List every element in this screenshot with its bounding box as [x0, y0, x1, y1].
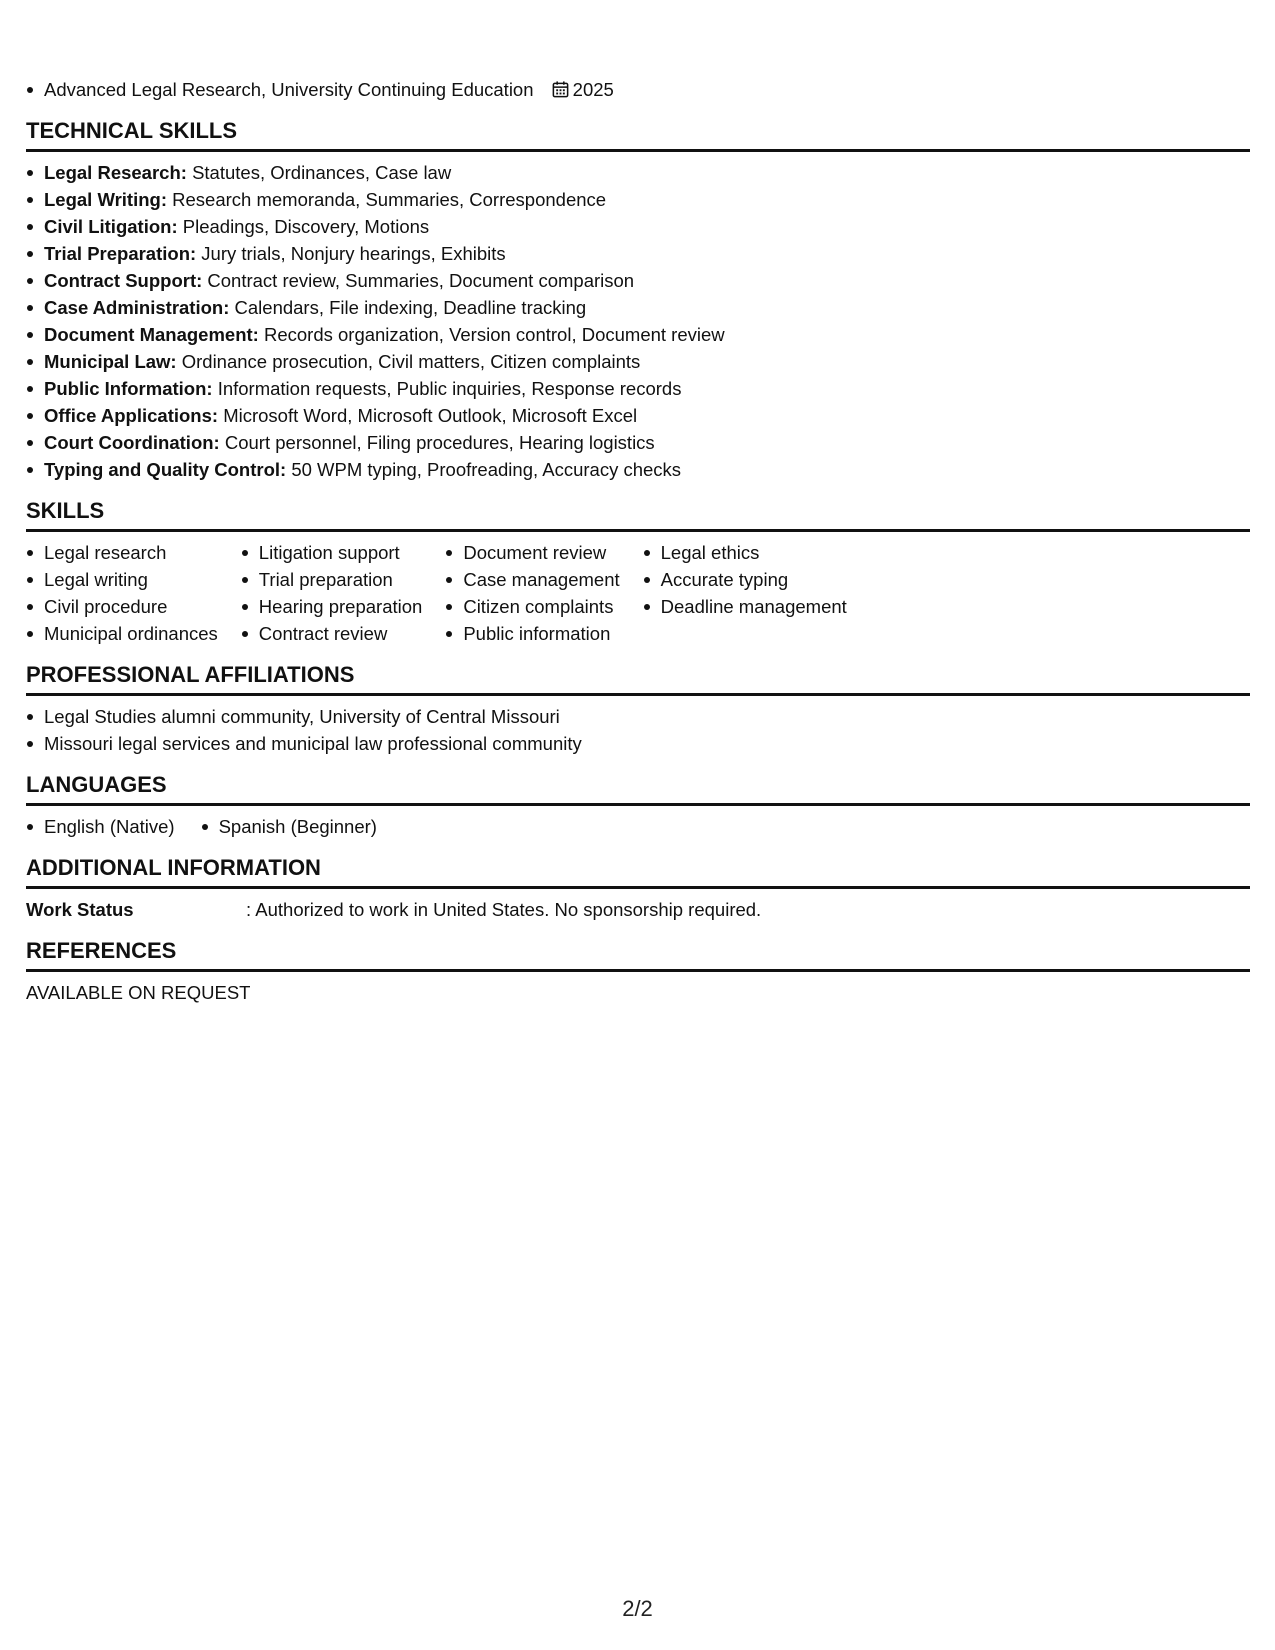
course-name: Advanced Legal Research, University Continuing Education	[44, 79, 534, 100]
list-item	[26, 294, 1250, 321]
skills-column-1	[26, 539, 218, 647]
list-item: Case management	[445, 566, 619, 593]
skill-label: Civil Litigation:	[44, 216, 178, 237]
list-item: English (Native)	[26, 813, 175, 840]
references-text: AVAILABLE ON REQUEST	[26, 982, 251, 1003]
work-status-value: : Authorized to work in United States. No sponsorship required.	[246, 899, 762, 920]
list-item: Litigation support	[241, 539, 423, 566]
list-item: Legal ethics	[643, 539, 847, 566]
skill-label: Legal Research:	[44, 162, 187, 183]
list-item	[26, 348, 1250, 375]
skill-label: Court Coordination:	[44, 432, 220, 453]
list-item	[26, 159, 1250, 186]
education-list	[26, 76, 1250, 103]
list-item: Citizen complaints	[445, 593, 619, 620]
languages-heading: LANGUAGES	[26, 771, 1250, 806]
list-item: Document review	[445, 539, 619, 566]
list-item: Deadline management	[643, 593, 847, 620]
list-item: Contract review	[241, 620, 423, 647]
page-number: 2/2	[622, 1596, 653, 1621]
skill-value: Research memoranda, Summaries, Correspondence	[172, 189, 607, 210]
skill-label: Legal Writing:	[44, 189, 167, 210]
skill-value: Pleadings, Discovery, Motions	[182, 216, 430, 237]
work-status-row	[26, 896, 1250, 923]
skill-label: Trial Preparation:	[44, 243, 197, 264]
skill-value: Statutes, Ordinances, Case law	[192, 162, 452, 183]
skill-value: Jury trials, Nonjury hearings, Exhibits	[201, 243, 506, 264]
work-status-label: Work Status	[26, 899, 134, 920]
skill-label: Contract Support:	[44, 270, 203, 291]
course-year: 2025	[572, 79, 614, 100]
languages-list	[26, 813, 1250, 840]
list-item	[26, 267, 1250, 294]
skill-value: Information requests, Public inquiries, Response records	[217, 378, 682, 399]
list-item: Legal research	[26, 539, 218, 566]
skill-value: Calendars, File indexing, Deadline tracking	[234, 297, 587, 318]
list-item	[26, 186, 1250, 213]
skill-label: Public Information:	[44, 378, 213, 399]
skill-value: Court personnel, Filing procedures, Hearing logistics	[224, 432, 655, 453]
affiliations-list	[26, 703, 1250, 757]
list-item: Trial preparation	[241, 566, 423, 593]
skill-value: 50 WPM typing, Proofreading, Accuracy checks	[291, 459, 682, 480]
list-item: Municipal ordinances	[26, 620, 218, 647]
skills-column-3	[445, 539, 619, 647]
skill-label: Office Applications:	[44, 405, 219, 426]
skill-value: Microsoft Word, Microsoft Outlook, Microsoft Excel	[223, 405, 638, 426]
calendar-icon	[551, 80, 570, 99]
skill-label: Typing and Quality Control:	[44, 459, 287, 480]
list-item: Public information	[445, 620, 619, 647]
skill-label: Municipal Law:	[44, 351, 177, 372]
additional-info-heading: ADDITIONAL INFORMATION	[26, 854, 1250, 889]
list-item	[26, 429, 1250, 456]
list-item	[26, 375, 1250, 402]
list-item: Missouri legal services and municipal law professional community	[26, 730, 1250, 757]
list-item: Legal Studies alumni community, University of Central Missouri	[26, 703, 1250, 730]
list-item	[26, 240, 1250, 267]
skills-column-4	[643, 539, 847, 620]
references-heading: REFERENCES	[26, 937, 1250, 972]
list-item: Hearing preparation	[241, 593, 423, 620]
list-item: Accurate typing	[643, 566, 847, 593]
skill-value: Ordinance prosecution, Civil matters, Citizen complaints	[181, 351, 641, 372]
skills-grid	[26, 539, 1250, 647]
list-item	[26, 213, 1250, 240]
list-item: Spanish (Beginner)	[201, 813, 377, 840]
technical-skills-list	[26, 159, 1250, 483]
skill-label: Case Administration:	[44, 297, 230, 318]
list-item	[26, 456, 1250, 483]
skill-label: Document Management:	[44, 324, 259, 345]
list-item: Legal writing	[26, 566, 218, 593]
technical-skills-heading: TECHNICAL SKILLS	[26, 117, 1250, 152]
resume-page	[26, 76, 1250, 1006]
affiliations-heading: PROFESSIONAL AFFILIATIONS	[26, 661, 1250, 696]
skill-value: Records organization, Version control, Document review	[263, 324, 725, 345]
list-item: Civil procedure	[26, 593, 218, 620]
list-item	[26, 402, 1250, 429]
skill-value: Contract review, Summaries, Document comparison	[207, 270, 635, 291]
skills-column-2	[241, 539, 423, 647]
list-item	[26, 321, 1250, 348]
education-item	[26, 76, 1250, 103]
skills-heading: SKILLS	[26, 497, 1250, 532]
